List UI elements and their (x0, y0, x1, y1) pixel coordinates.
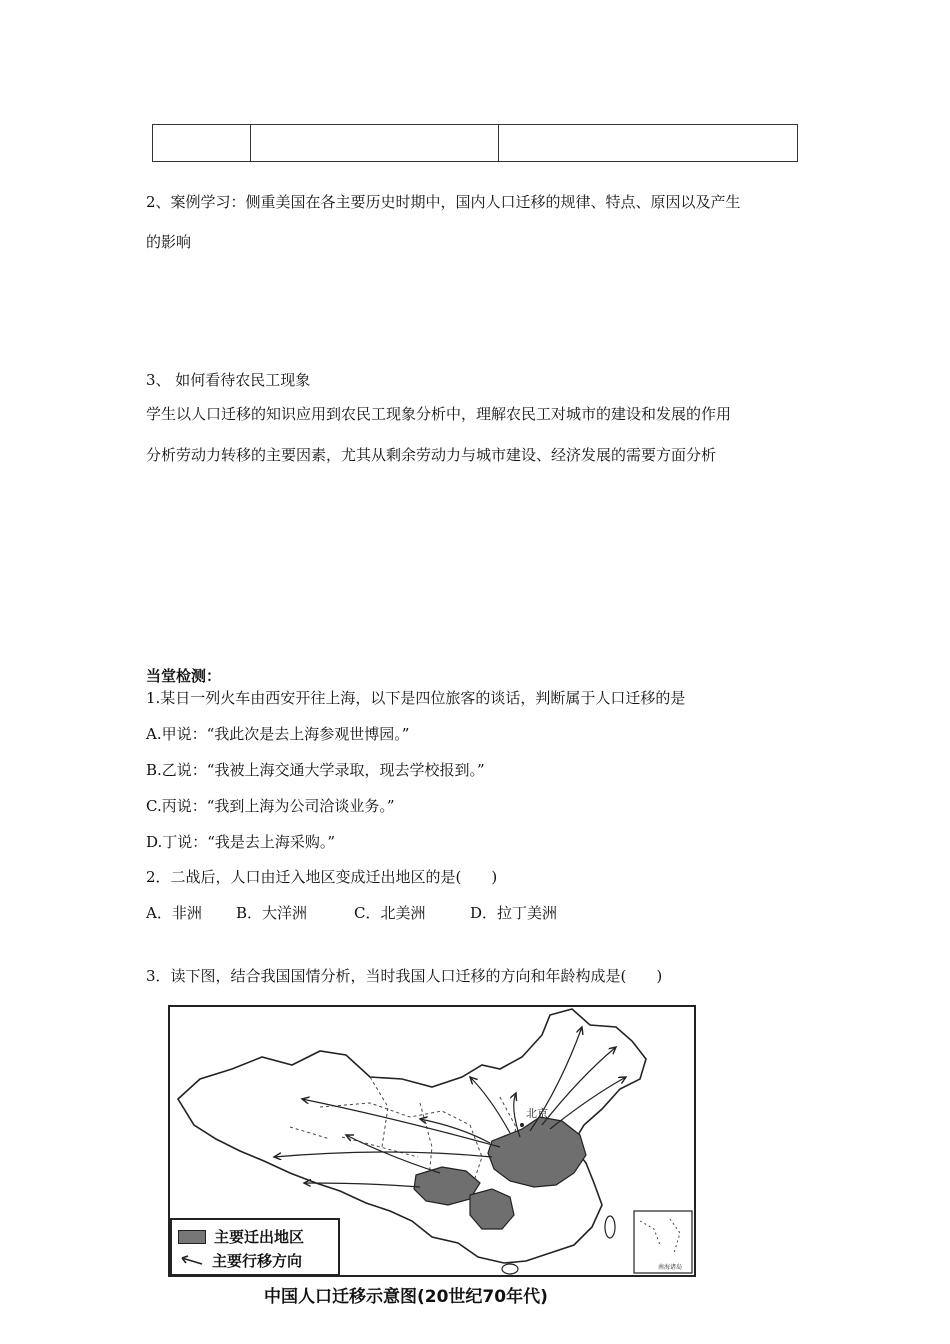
q2-option-d: D．拉丁美洲 (470, 904, 558, 922)
q2-option-a: A．非洲 (146, 904, 202, 922)
province-borders (290, 1077, 516, 1193)
out-region-north-china (488, 1117, 586, 1187)
map-legend (170, 1218, 340, 1276)
table-cell (499, 125, 797, 161)
q3-stem: 3．读下图，结合我国国情分析，当时我国人口迁移的方向和年龄构成是( ) (146, 967, 663, 985)
section2-line1: 2、案例学习：侧重美国在各主要历史时期中，国内人口迁移的规律、特点、原因以及产生 (146, 193, 741, 211)
q2-option-c: C．北美洲 (354, 904, 426, 922)
arrow-to-northeast-2 (542, 1047, 616, 1125)
section3-title: 3、 如何看待农民工现象 (146, 371, 311, 389)
hainan-island (502, 1264, 518, 1274)
q1-option-a: A.甲说：“我此次是去上海参观世博园。” (146, 725, 410, 743)
q2-option-b: B．大洋洲 (236, 904, 308, 922)
table-cell (251, 125, 499, 161)
arrow-to-xinjiang-2 (274, 1152, 492, 1157)
legend-row-direction (178, 1250, 302, 1271)
q2-stem: 2．二战后，人口由迁入地区变成迁出地区的是( ) (146, 868, 498, 886)
legend-swatch (178, 1230, 206, 1244)
q1-option-b: B.乙说：“我被上海交通大学录取，现去学校报到。” (146, 761, 485, 779)
section2-line2: 的影响 (146, 233, 192, 251)
quiz-heading: 当堂检测： (146, 667, 222, 685)
taiwan-island (605, 1216, 615, 1238)
legend-arrow-icon (178, 1254, 204, 1268)
legend-direction-label: 主要行移方向 (212, 1252, 303, 1270)
arrow-to-xinjiang-1 (302, 1099, 500, 1147)
inset-label: 南海诸岛 (658, 1264, 683, 1271)
legend-row-region (178, 1226, 304, 1247)
section3-line2: 分析劳动力转移的主要因素，尤其从剩余劳动力与城市建设、经济发展的需要方面分析 (146, 446, 717, 464)
table-cell (153, 125, 251, 161)
q1-option-d: D.丁说：“我是去上海采购。” (146, 833, 336, 851)
map-caption: 中国人口迁移示意图(20世纪70年代) (264, 1287, 548, 1307)
legend-region-label: 主要迁出地区 (214, 1228, 305, 1246)
q1-option-c: C.丙说：“我到上海为公司洽谈业务。” (146, 797, 395, 815)
arrow-to-qinghai (346, 1135, 440, 1173)
beijing-dot (520, 1123, 524, 1127)
table-row (152, 124, 798, 162)
beijing-label: 北京 (526, 1107, 548, 1120)
out-region-central (470, 1189, 514, 1229)
arrow-to-gansu (420, 1119, 490, 1143)
q1-stem: 1.某日一列火车由西安开往上海，以下是四位旅客的谈话，判断属于人口迁移的是 (146, 689, 686, 707)
section3-line1: 学生以人口迁移的知识应用到农民工现象分析中，理解农民工对城市的建设和发展的作用 (146, 405, 732, 423)
